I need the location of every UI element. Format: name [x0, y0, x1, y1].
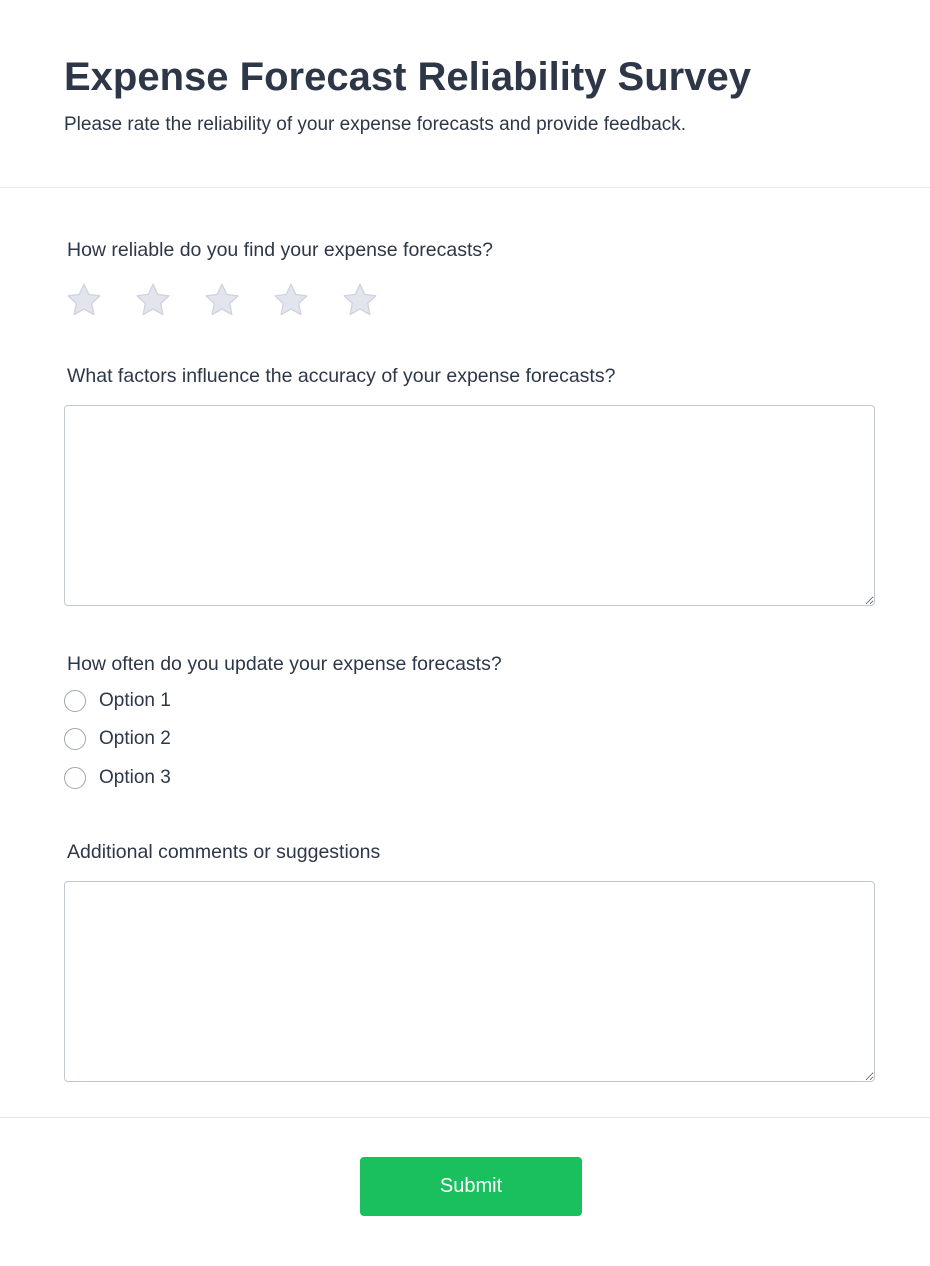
- question-factors: [64, 320, 875, 606]
- question-comments: [64, 804, 875, 1082]
- star-icon-5[interactable]: [340, 280, 380, 320]
- radio-option-2[interactable]: [64, 727, 875, 752]
- form-footer: [0, 1117, 930, 1266]
- star-icon-1[interactable]: [64, 280, 104, 320]
- submit-button[interactable]: Submit: [360, 1157, 582, 1216]
- frequency-radio-group: [64, 688, 875, 790]
- comments-textarea[interactable]: [64, 881, 875, 1082]
- question-factors-label: What factors influence the accuracy of your expense forecasts?: [67, 365, 616, 387]
- star-icon-4[interactable]: [271, 280, 311, 320]
- question-reliability: [64, 188, 875, 320]
- question-frequency-label: How often do you update your expense forecasts?: [67, 653, 502, 675]
- page-subtitle: Please rate the reliability of your expense forecasts and provide feedback.: [64, 114, 687, 135]
- radio-button-1[interactable]: [64, 690, 86, 712]
- radio-option-1-label: Option 1: [99, 689, 171, 711]
- radio-option-3[interactable]: [64, 765, 875, 790]
- page-title: Expense Forecast Reliability Survey: [64, 55, 751, 99]
- question-reliability-label: How reliable do you find your expense forecasts?: [67, 239, 493, 261]
- star-icon-3[interactable]: [202, 280, 242, 320]
- star-icon-2[interactable]: [133, 280, 173, 320]
- survey-header: [0, 0, 930, 188]
- factors-textarea[interactable]: [64, 405, 875, 606]
- radio-button-3[interactable]: [64, 767, 86, 789]
- question-frequency: [64, 606, 875, 790]
- radio-option-2-label: Option 2: [99, 728, 171, 749]
- survey-form: [0, 188, 930, 1082]
- question-comments-label: Additional comments or suggestions: [67, 840, 381, 863]
- radio-button-2[interactable]: [64, 728, 86, 750]
- star-rating: [64, 280, 875, 320]
- radio-option-1[interactable]: [64, 688, 875, 713]
- radio-option-3-label: Option 3: [99, 766, 171, 788]
